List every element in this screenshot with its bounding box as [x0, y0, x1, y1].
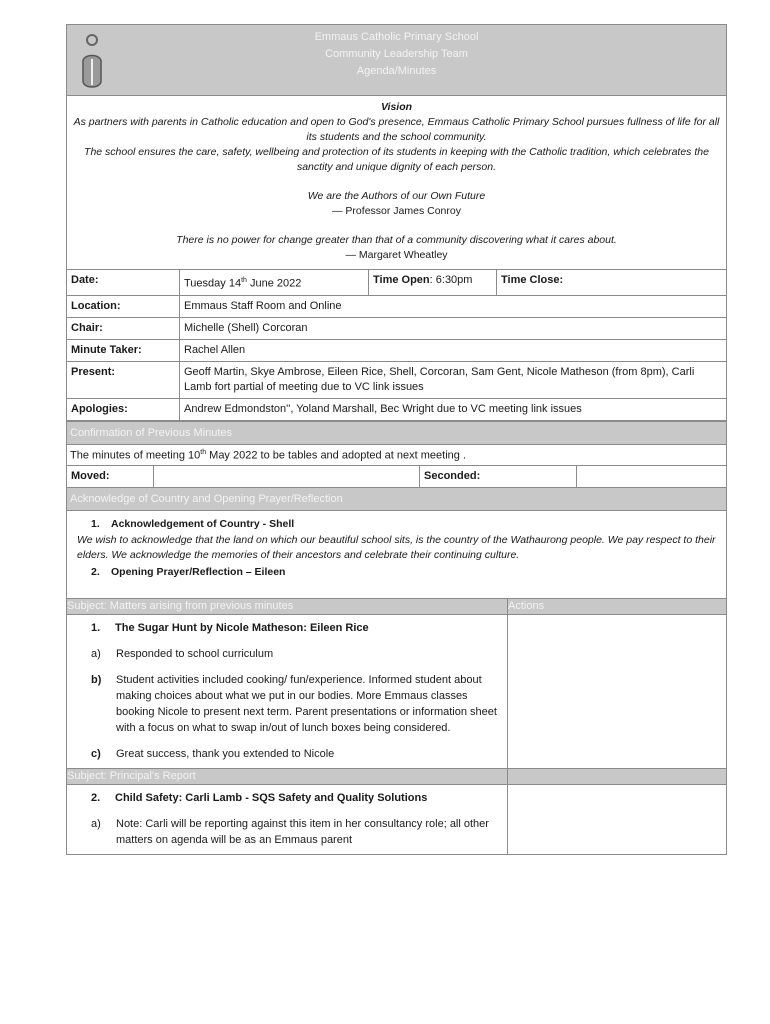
matters-content — [67, 615, 508, 769]
opening-prayer-heading: 2. Opening Prayer/Reflection – Eileen — [91, 566, 286, 579]
time-open-cell: Time Open: 6:30pm — [369, 270, 497, 296]
acknowledgement-text: We wish to acknowledge that the land on which our beautiful school sits, is the country of the Wathaurong people. We pay respect to their elders. We acknowledge the memories of their ancestors and celebrate their continuing culture. — [77, 534, 716, 562]
vision-statement-1: As partners with parents in Catholic education and open to God's presence, Emmaus Catholic Primary School pursues fullness of life for all its students and the school community. — [73, 116, 720, 143]
vision-heading: Vision — [380, 101, 413, 113]
date-label: Date: — [67, 270, 180, 296]
team-name: Community Leadership Team — [325, 48, 468, 60]
document-type: Agenda/Minutes — [356, 65, 437, 77]
apologies-label: Apologies: — [67, 398, 180, 420]
seconded-label: Seconded: — [420, 466, 577, 488]
previous-minutes-bar: Confirmation of Previous Minutes — [66, 421, 727, 444]
principal-content — [67, 785, 508, 855]
date-value: Tuesday 14th June 2022 — [180, 270, 369, 296]
matters-item-a: a) Responded to school curriculum — [91, 648, 274, 661]
child-safety-heading: 2. Child Safety: Carli Lamb - SQS Safety and Quality Solutions — [91, 792, 428, 805]
header-banner — [66, 24, 727, 95]
acknowledgement-heading: 1. Acknowledgement of Country - Shell — [91, 518, 295, 531]
acknowledge-section — [66, 510, 727, 598]
matters-bar: Subject: Matters arising from previous minutes — [67, 599, 508, 615]
moved-seconded-table — [66, 465, 727, 488]
quote-2-author: — Margaret Wheatley — [345, 249, 448, 261]
matters-actions — [508, 615, 727, 769]
meeting-details-table — [66, 269, 727, 421]
school-name: Emmaus Catholic Primary School — [314, 31, 479, 43]
quote-1-author: — Professor James Conroy — [332, 205, 461, 217]
principal-report-bar: Subject: Principal's Report — [67, 769, 508, 785]
present-value: Geoff Martin, Skye Ambrose, Eileen Rice, Shell, Corcoran, Sam Gent, Nicole Matheson (from 8pm), Carli Lamb fort partial of meeting due to VC link issues — [180, 361, 727, 398]
principal-item-a: a) Note: Carli will be reporting against this item in her consultancy role; all other matters on agenda will be as an Emmaus parent — [91, 818, 489, 847]
moved-label: Moved: — [67, 466, 154, 488]
previous-minutes-text: The minutes of meeting 10th May 2022 to be tables and adopted at next meeting . — [66, 444, 727, 466]
seconded-value — [577, 466, 727, 488]
apologies-value: Andrew Edmondston'', Yoland Marshall, Bec Wright due to VC meeting link issues — [180, 398, 727, 420]
time-close-label: Time Close: — [497, 270, 727, 296]
location-value: Emmaus Staff Room and Online — [180, 295, 727, 317]
quote-1: We are the Authors of our Own Future — [307, 190, 486, 202]
principal-actions-header — [508, 769, 727, 785]
acknowledge-bar: Acknowledge of Country and Opening Prayer/Reflection — [66, 488, 727, 510]
moved-value — [154, 466, 420, 488]
matters-item-c: c) Great success, thank you extended to Nicole — [91, 748, 335, 761]
matters-item-b: b) Student activities included cooking/ fun/experience. Informed student about making choices about what we put in our bodies. More Emmaus classes booking Nicole to present next term. Parent presentations or information sheet with a focus on what to swap in/out of lunch boxes being considered. — [91, 674, 497, 735]
chair-label: Chair: — [67, 317, 180, 339]
quote-2: There is no power for change greater than that of a community discovering what it cares about. — [176, 234, 617, 246]
chair-value: Michelle (Shell) Corcoran — [180, 317, 727, 339]
actions-header: Actions — [508, 599, 727, 615]
present-label: Present: — [67, 361, 180, 398]
minute-taker-label: Minute Taker: — [67, 339, 180, 361]
vision-section — [66, 95, 727, 269]
minute-taker-value: Rachel Allen — [180, 339, 727, 361]
agenda-items-table — [66, 598, 727, 855]
location-label: Location: — [67, 295, 180, 317]
vision-statement-2: The school ensures the care, safety, wellbeing and protection of its students in keeping with the Catholic tradition, which celebrates the sanctity and unique dignity of each person. — [84, 146, 709, 173]
minutes-document — [66, 24, 727, 855]
principal-actions — [508, 785, 727, 855]
sugar-hunt-heading: 1. The Sugar Hunt by Nicole Matheson: Eileen Rice — [91, 622, 369, 635]
